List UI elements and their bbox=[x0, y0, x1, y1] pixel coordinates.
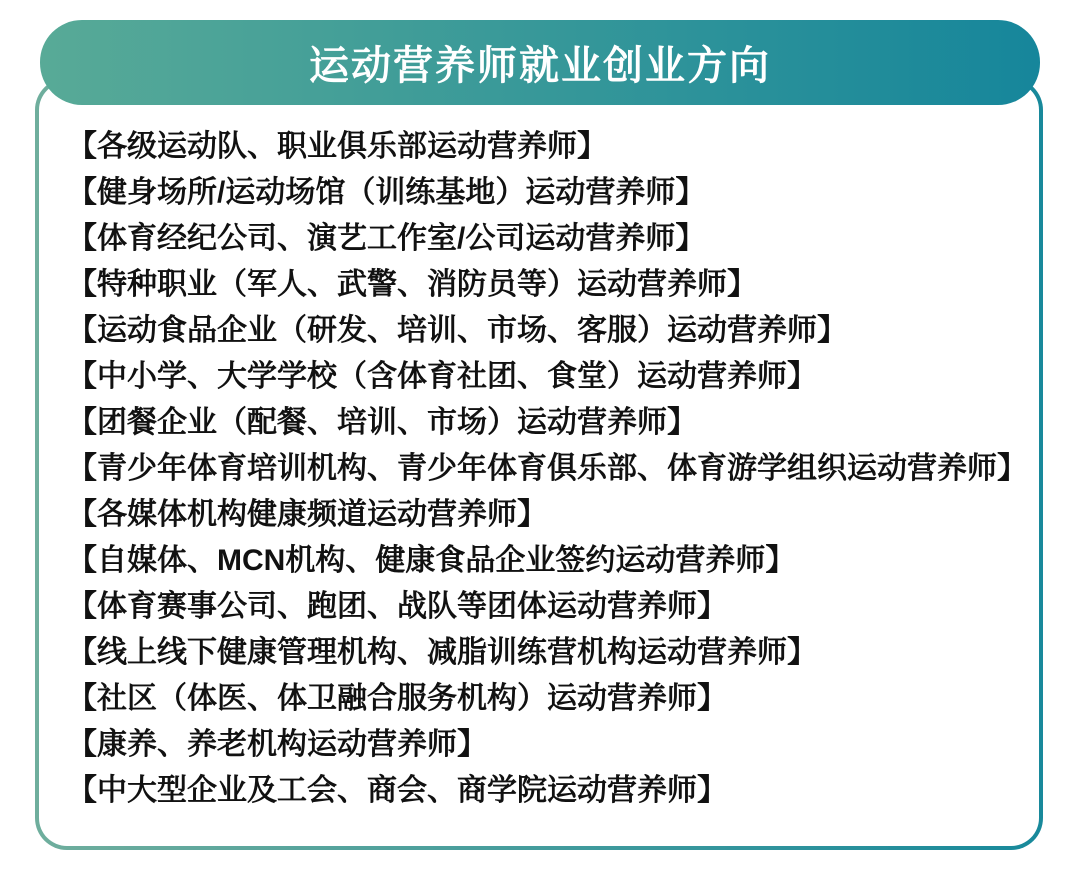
header-banner bbox=[40, 20, 1040, 105]
career-list bbox=[67, 124, 1027, 814]
list-item: 【自媒体、MCN机构、健康食品企业签约运动营养师】 bbox=[67, 544, 796, 577]
list-item: 【社区（体医、体卫融合服务机构）运动营养师】 bbox=[67, 682, 727, 715]
list-item: 【青少年体育培训机构、青少年体育俱乐部、体育游学组织运动营养师】 bbox=[67, 452, 1027, 485]
card-body bbox=[39, 82, 1039, 846]
list-item: 【体育经纪公司、演艺工作室/公司运动营养师】 bbox=[67, 222, 706, 255]
page-title: 运动营养师就业创业方向 bbox=[309, 44, 771, 88]
list-item: 【运动食品企业（研发、培训、市场、客服）运动营养师】 bbox=[67, 314, 847, 347]
list-item: 【特种职业（军人、武警、消防员等）运动营养师】 bbox=[67, 268, 757, 301]
list-item: 【健身场所/运动场馆（训练基地）运动营养师】 bbox=[67, 176, 706, 209]
list-item: 【团餐企业（配餐、培训、市场）运动营养师】 bbox=[67, 406, 697, 439]
list-item: 【各媒体机构健康频道运动营养师】 bbox=[67, 498, 547, 531]
list-item: 【各级运动队、职业俱乐部运动营养师】 bbox=[67, 130, 607, 163]
list-item: 【中小学、大学学校（含体育社团、食堂）运动营养师】 bbox=[67, 360, 817, 393]
list-item: 【中大型企业及工会、商会、商学院运动营养师】 bbox=[67, 774, 727, 807]
content-card bbox=[35, 78, 1043, 850]
list-item: 【线上线下健康管理机构、减脂训练营机构运动营养师】 bbox=[67, 636, 817, 669]
list-item: 【康养、养老机构运动营养师】 bbox=[67, 728, 487, 761]
list-item: 【体育赛事公司、跑团、战队等团体运动营养师】 bbox=[67, 590, 727, 623]
